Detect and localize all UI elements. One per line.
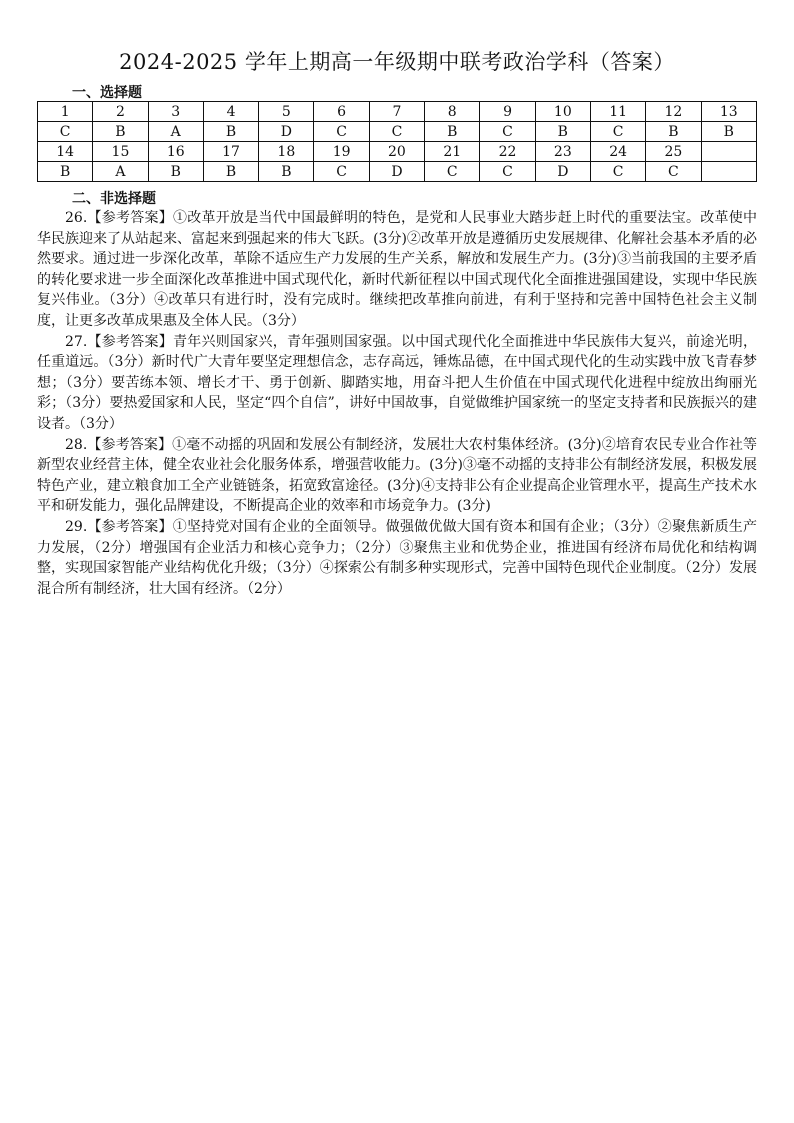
question-number-cell: 10 [535, 102, 590, 122]
question-number-cell: 11 [590, 102, 645, 122]
page-title: 2024-2025 学年上期高一年级期中联考政治学科（答案） [119, 50, 675, 74]
question-number-cell: 25 [646, 142, 701, 162]
answer-key-cell: C [314, 162, 369, 182]
question-number-cell: 17 [203, 142, 258, 162]
choice-answer-table [37, 101, 757, 182]
answer-29: 29.【参考答案】①坚持党对国有企业的全面领导。做强做优做大国有资本和国有企业；（3分）②聚焦新质生产力发展，（2分）增强国有企业活力和核心竞争力；（2分）③聚焦主业和优势企业，推进国有经济布局优化和结构调整，实现国家智能产业结构优化升级；（3分）④探索公有制多种实现形式，完善中国特色现代企业制度。（2分）发展混合所有制经济，壮大国有经济。（2分） [37, 518, 757, 597]
question-number-cell: 14 [38, 142, 93, 162]
question-number-row [38, 102, 757, 122]
question-number-cell: 19 [314, 142, 369, 162]
answer-key-cell: C [38, 122, 93, 142]
question-number-cell: 20 [369, 142, 424, 162]
answer-key-cell: B [646, 122, 701, 142]
answer-26: 26.【参考答案】①改革开放是当代中国最鲜明的特色，是党和人民事业大踏步赶上时代的重要法宝。改革使中华民族迎来了从站起来、富起来到强起来的伟大飞跃。(3分)②改革开放是遵循历史发展规律、化解社会基本矛盾的必然要求。通过进一步深化改革，革除不适应生产力发展的生产关系，解放和发展生产力。(3分)③当前我国的主要矛盾的转化要求进一步全面深化改革推进中国式现代化，新时代新征程以中国式现代化全面推进强国建设，实现中华民族复兴伟业。（3分）④改革只有进行时，没有完成时。继续把改革推向前进，有利于坚持和完善中国特色社会主义制度，让更多改革成果惠及全体人民。（3分） [37, 210, 757, 329]
answer-key-cell: B [535, 122, 590, 142]
question-number-cell: 5 [259, 102, 314, 122]
answer-key-cell: B [148, 162, 203, 182]
answer-key-cell: C [480, 162, 535, 182]
question-number-cell: 22 [480, 142, 535, 162]
question-number-cell: 21 [425, 142, 480, 162]
question-number-cell: 24 [590, 142, 645, 162]
answer-key-cell: C [480, 122, 535, 142]
question-number-cell: 8 [425, 102, 480, 122]
question-number-cell: 1 [38, 102, 93, 122]
answer-key-cell: D [535, 162, 590, 182]
answer-key-cell: A [148, 122, 203, 142]
nonchoice-answers [37, 208, 757, 599]
question-number-cell: 9 [480, 102, 535, 122]
section-heading-choice: 一、选择题 [72, 85, 142, 101]
question-number-cell: 3 [148, 102, 203, 122]
question-number-cell: 13 [701, 102, 756, 122]
question-number-cell: 16 [148, 142, 203, 162]
answer-key-cell: A [93, 162, 148, 182]
answer-key-cell: B [425, 122, 480, 142]
question-number-cell [701, 142, 756, 162]
section-heading-nonchoice: 二、非选择题 [72, 191, 156, 207]
answer-28: 28.【参考答案】①毫不动摇的巩固和发展公有制经济，发展壮大农村集体经济。(3分)②培育农民专业合作社等新型农业经营主体，健全农业社会化服务体系，增强营收能力。(3分)③毫不动摇的支持非公有制经济发展，积极发展特色产业，建立粮食加工全产业链链条，拓宽致富途径。(3分)④支持非公有企业提高企业管理水平，提高生产技术水平和研发能力，强化品牌建设，不断提高企业的效率和市场竞争力。(3分) [37, 436, 757, 515]
question-number-cell: 12 [646, 102, 701, 122]
question-number-cell: 7 [369, 102, 424, 122]
answer-key-cell: C [425, 162, 480, 182]
answer-key-cell: B [38, 162, 93, 182]
answer-key-cell: C [590, 162, 645, 182]
question-number-cell: 23 [535, 142, 590, 162]
answer-key-cell [701, 162, 756, 182]
question-number-cell: 2 [93, 102, 148, 122]
question-number-cell: 6 [314, 102, 369, 122]
answer-key-cell: B [93, 122, 148, 142]
answer-key-cell: C [369, 122, 424, 142]
answer-27: 27.【参考答案】青年兴则国家兴，青年强则国家强。以中国式现代化全面推进中华民族伟大复兴，前途光明，任重道远。（3分）新时代广大青年要坚定理想信念，志存高远，锤炼品德，在中国式现代化的生动实践中放飞青春梦想；（3分）要苦练本领、增长才干、勇于创新、脚踏实地，用奋斗把人生价值在中国式现代化进程中绽放出绚丽光彩；（3分）要热爱国家和人民，坚定“四个自信”，讲好中国故事，自觉做维护国家统一的坚定支持者和民族振兴的建设者。（3分） [37, 333, 757, 432]
answer-key-cell: C [646, 162, 701, 182]
answer-key-cell: B [203, 122, 258, 142]
answer-key-cell: B [701, 122, 756, 142]
question-number-row [38, 142, 757, 162]
question-number-cell: 15 [93, 142, 148, 162]
answer-key-row [38, 122, 757, 142]
answer-key-cell: C [590, 122, 645, 142]
answer-key-cell: B [259, 162, 314, 182]
answer-key-row [38, 162, 757, 182]
answer-key-cell: C [314, 122, 369, 142]
question-number-cell: 4 [203, 102, 258, 122]
answer-key-cell: D [259, 122, 314, 142]
answer-key-cell: D [369, 162, 424, 182]
question-number-cell: 18 [259, 142, 314, 162]
answer-key-cell: B [203, 162, 258, 182]
